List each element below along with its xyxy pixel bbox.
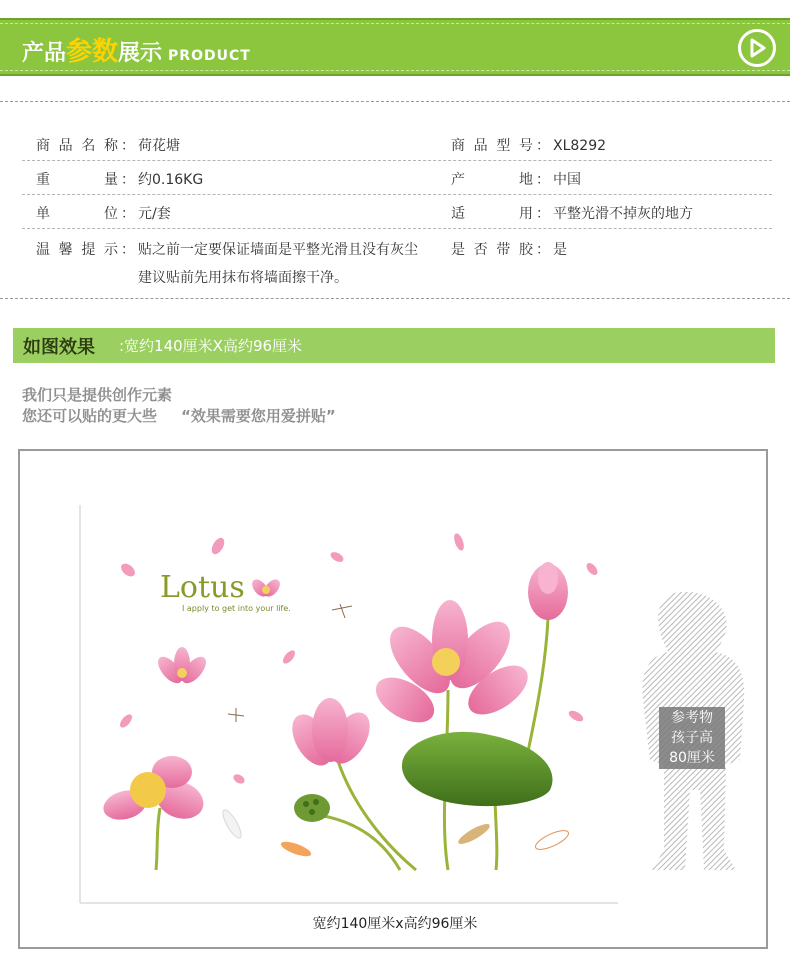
spec-origin-value: 中国 [553, 172, 581, 188]
spec-sep: ： [536, 172, 550, 188]
spec-model-value: XL8292 [553, 138, 607, 154]
lotus-bud-middle [284, 698, 378, 772]
effect-title: 如图效果 [23, 337, 95, 358]
spec-unit-value: 元/套 [138, 206, 171, 222]
spec-adhesive-value: 是 [553, 242, 567, 258]
lotus-flower-large [368, 600, 536, 732]
lotus-logo-subtitle: I apply to get into your life. [182, 604, 291, 613]
spec-name-label: 商品名称 [36, 138, 118, 154]
spec-model-label: 商品型号 [451, 138, 533, 154]
spec-weight-label: 重 量 [36, 172, 118, 188]
spec-origin-label: 产 地 [451, 172, 533, 188]
spec-usage-label: 适 用 [451, 206, 533, 222]
lotus-flower-small [154, 647, 211, 687]
spec-adhesive-label: 是否带胶 [451, 242, 533, 258]
spec-name-value: 荷花塘 [138, 138, 180, 154]
petal [329, 550, 345, 564]
spec-usage-value: 平整光滑不掉灰的地方 [553, 206, 693, 222]
spec-sep: ： [536, 138, 550, 154]
petal [584, 561, 599, 577]
spec-tip-line1: 贴之前一定要保证墙面是平整光滑且没有灰尘 [138, 242, 418, 258]
spec-sep: ： [536, 206, 550, 222]
lotus-bud-top [528, 562, 568, 620]
lotus-seed-pod [294, 794, 330, 822]
lotus-logo-text: Lotus [160, 570, 245, 605]
petal [567, 709, 585, 724]
spec-tip-label: 温馨提示 [36, 242, 118, 258]
reference-line3: 80厘米 [669, 750, 715, 766]
stem [495, 800, 497, 870]
stem [156, 808, 160, 870]
reference-line2: 孩子高 [671, 730, 713, 746]
spec-tip-line2: 建议贴前先用抹布将墙面擦干净。 [138, 270, 348, 286]
spec-sep: ： [121, 172, 135, 188]
spec-weight-value: 约0.16KG [138, 172, 204, 188]
banner-title-part3: 展示 [118, 41, 163, 66]
note-line2-b: “效果需要您用爱拼贴” [181, 407, 336, 425]
note-line2-a: 您还可以贴的更大些 [22, 407, 158, 425]
note-line1: 我们只是提供创作元素 [22, 386, 173, 404]
spec-sep: ： [121, 206, 135, 222]
banner-title-part2: 参数 [66, 37, 119, 67]
petal [232, 773, 246, 786]
spec-sep: ： [536, 242, 550, 258]
petal [119, 561, 138, 579]
spec-sep: ： [121, 138, 135, 154]
reference-label [659, 707, 725, 769]
petal [209, 536, 227, 557]
banner-title-part1: 产品 [22, 41, 67, 66]
effect-size: :宽约140厘米X高约96厘米 [119, 337, 303, 355]
petal [118, 712, 134, 729]
banner-title-en: PRODUCT [168, 48, 251, 64]
spec-unit-label: 单 位 [36, 206, 118, 222]
reference-line1: 参考物 [671, 710, 713, 726]
spec-sep: ： [121, 242, 135, 258]
logo-flower [249, 576, 283, 599]
petal [452, 532, 466, 552]
lotus-flower-open [100, 756, 209, 825]
illustration-caption: 宽约140厘米x高约96厘米 [312, 916, 478, 932]
petal [281, 648, 297, 665]
